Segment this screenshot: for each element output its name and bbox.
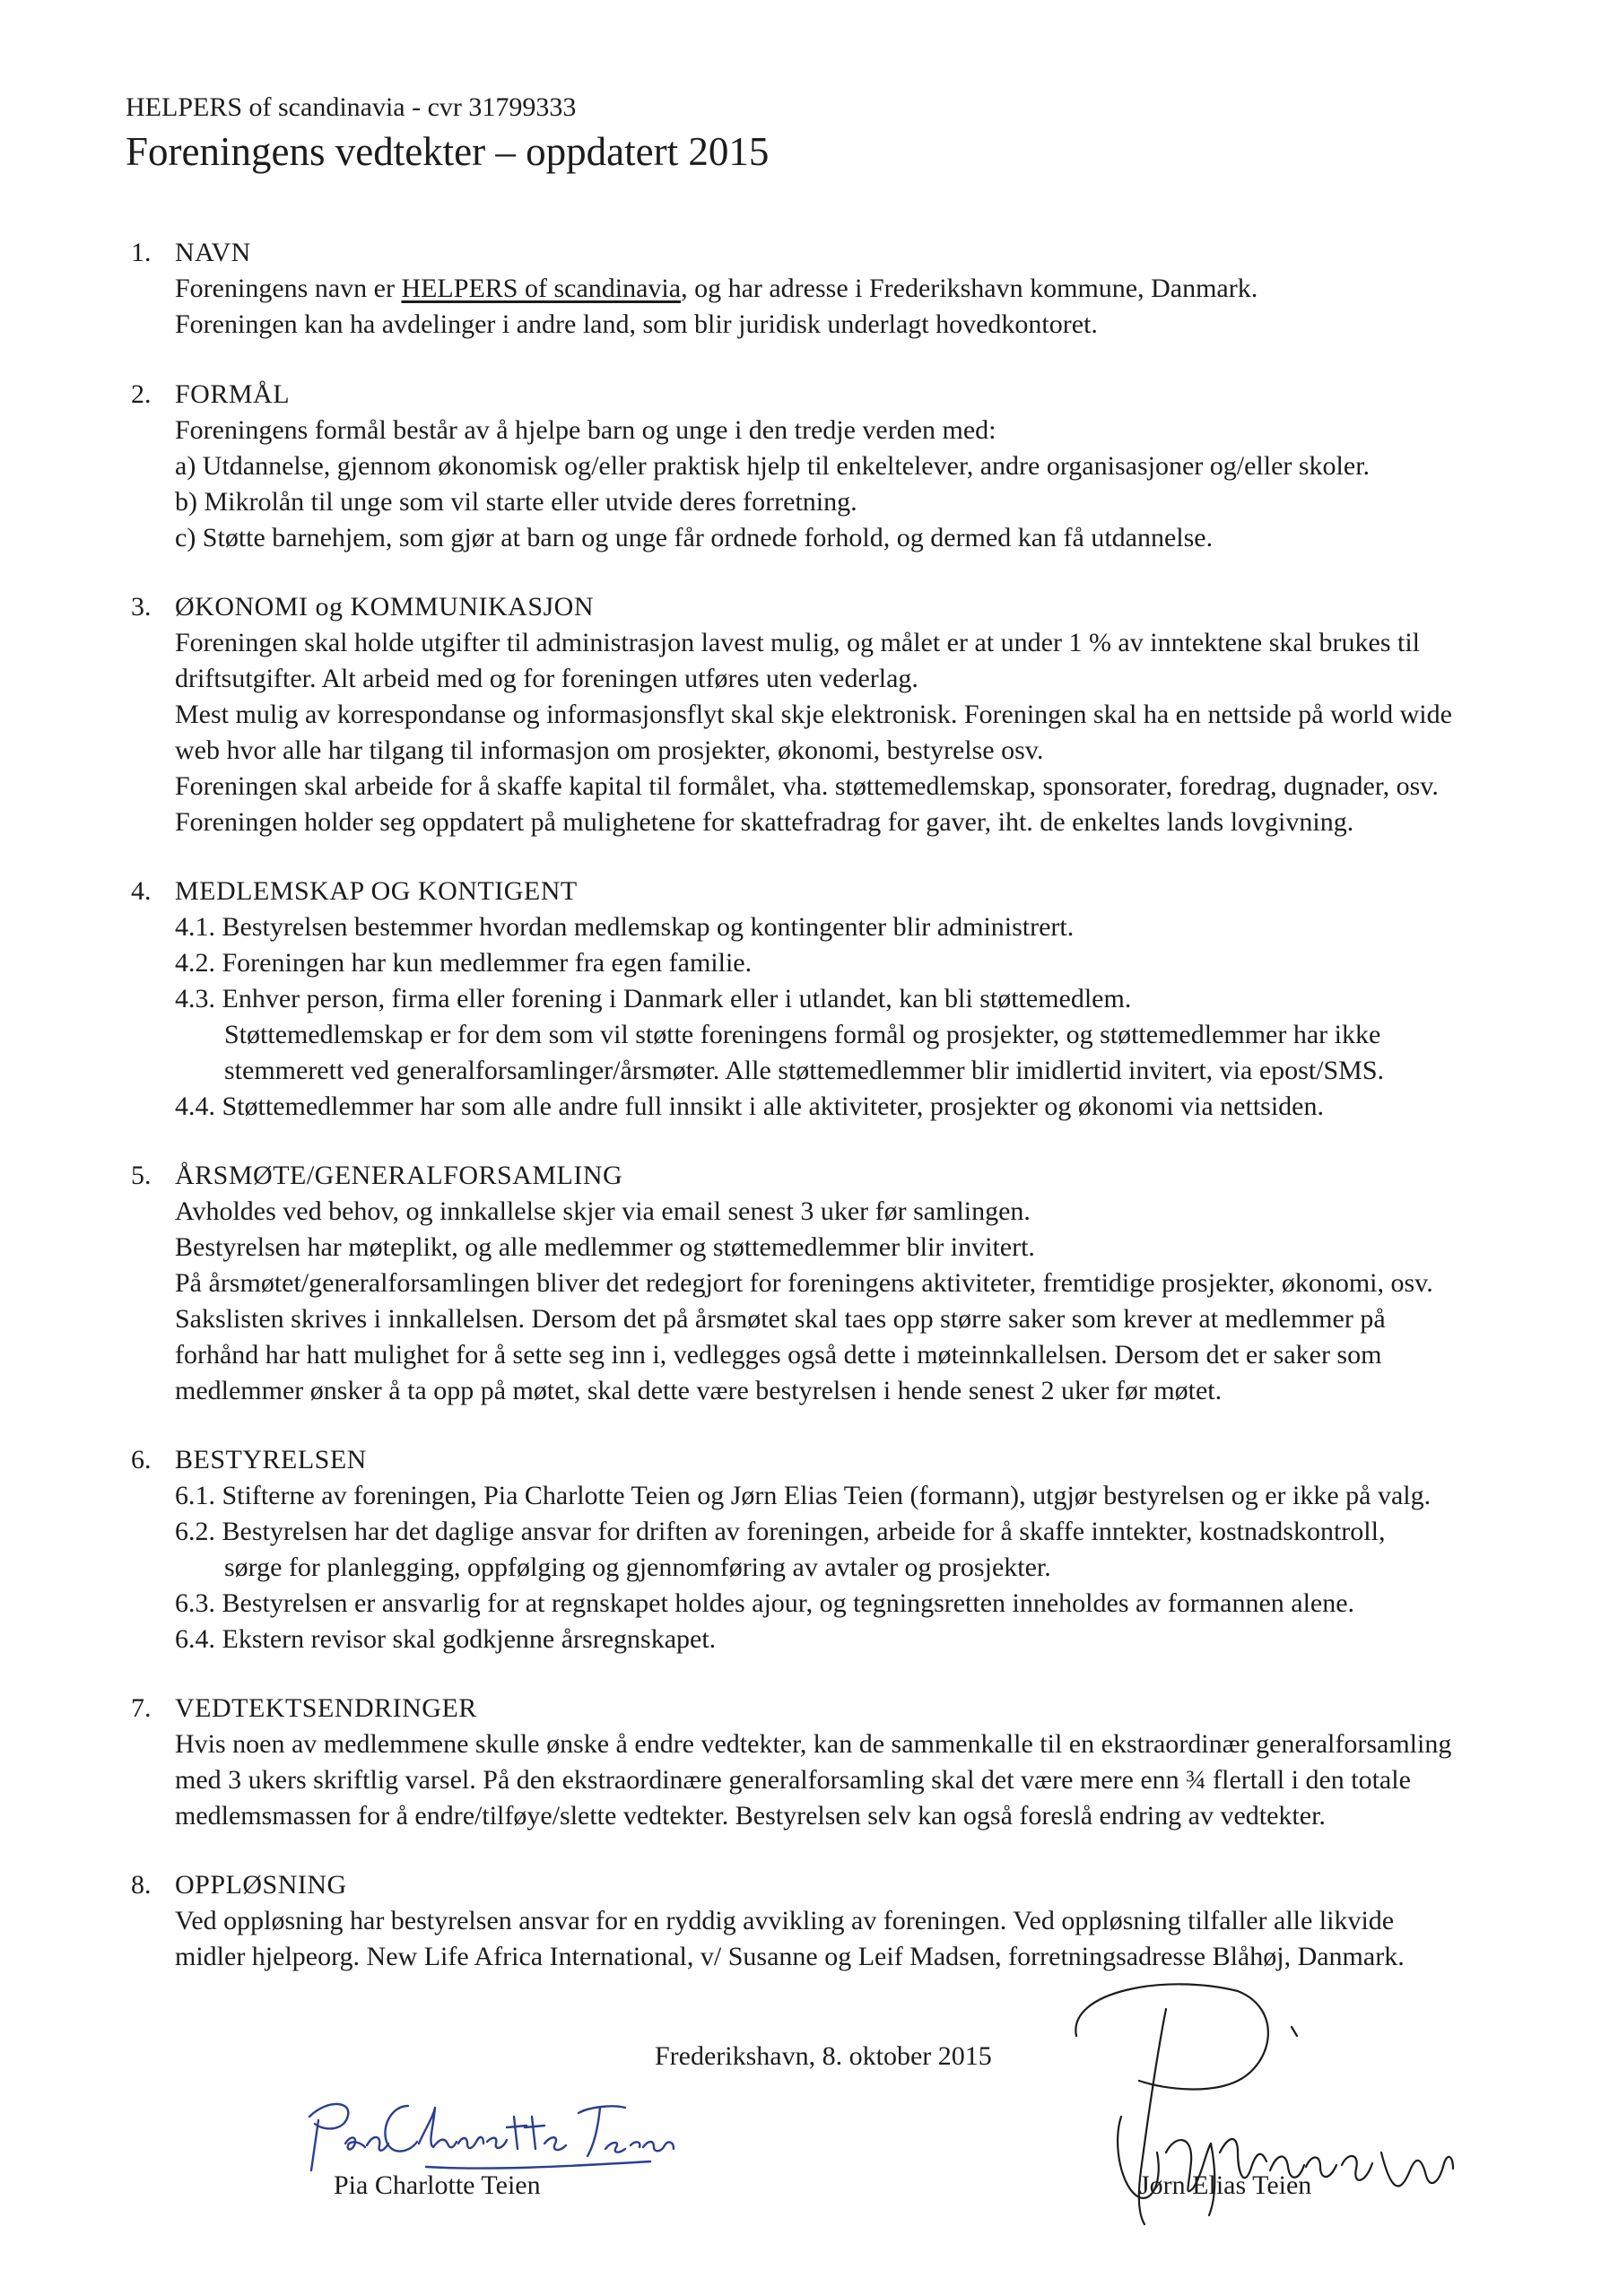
subsection-continuation: Støttemedlemskap er for dem som vil støtte foreningens formål og prosjekter, og støttemedlemmer har ikke bbox=[224, 1020, 1381, 1049]
subsection-continuation: sørge for planlegging, oppfølging og gjennomføring av avtaler og prosjekter. bbox=[224, 1552, 1051, 1582]
subsection-item: 4.3. Enhver person, firma eller forening i Danmark eller i utlandet, kan bli støttemedlem. bbox=[175, 984, 1132, 1013]
paragraph-line: Foreningen holder seg oppdatert på mulighetene for skattefradrag for gaver, iht. de enkeltes lands lovgivning. bbox=[175, 807, 1354, 837]
subsection-item: 4.4. Støttemedlemmer har som alle andre full innsikt i alle aktiviteter, prosjekter og økonomi via nettsiden. bbox=[175, 1091, 1324, 1121]
paragraph-line: Foreningen kan ha avdelinger i andre land, som blir juridisk underlagt hovedkontoret. bbox=[175, 309, 1098, 339]
section-number: 5. bbox=[131, 1161, 152, 1190]
paragraph-line: Ved oppløsning har bestyrelsen ansvar for en ryddig avvikling av foreningen. Ved oppløsning tilfaller alle likvide bbox=[175, 1906, 1395, 1935]
subsection-item: 6.1. Stifterne av foreningen, Pia Charlotte Teien og Jørn Elias Teien (formann), utgjør bestyrelsen og er ikke på valg. bbox=[175, 1481, 1432, 1510]
section-title: ØKONOMI og KOMMUNIKASJON bbox=[175, 592, 595, 622]
section-title: ÅRSMØTE/GENERALFORSAMLING bbox=[175, 1161, 623, 1190]
paragraph-line: medlemmer ønsker å ta opp på møtet, skal dette være bestyrelsen i hende senest 2 uker før møtet. bbox=[175, 1376, 1223, 1405]
paragraph-line: driftsutgifter. Alt arbeid med og for foreningen utføres uten vederlag. bbox=[175, 664, 918, 693]
paragraph-line bbox=[175, 274, 1258, 304]
section-title: OPPLØSNING bbox=[175, 1870, 347, 1900]
signer-name: Jørn Elias Teien bbox=[1139, 2170, 1312, 2200]
text-run: Foreningens navn er bbox=[175, 274, 402, 303]
list-item: c) Støtte barnehjem, som gjør at barn og unge får ordnede forhold, og dermed kan få utdannelse. bbox=[175, 523, 1214, 552]
section-number: 3. bbox=[131, 592, 152, 622]
section-title: BESTYRELSEN bbox=[175, 1445, 367, 1474]
section-title: NAVN bbox=[175, 238, 251, 267]
signer-name: Pia Charlotte Teien bbox=[334, 2170, 541, 2200]
paragraph-line: med 3 ukers skriftlig varsel. På den ekstraordinære generalforsamling skal det være mere enn ¾ flertall i den totale bbox=[175, 1765, 1411, 1795]
paragraph-line: medlemsmassen for å endre/tilføye/slette vedtekter. Bestyrelsen selv kan også foreslå endring av vedtekter. bbox=[175, 1801, 1326, 1831]
subsection-item: 6.3. Bestyrelsen er ansvarlig for at regnskapet holdes ajour, og tegningsretten inneholdes av formannen alene. bbox=[175, 1588, 1355, 1618]
paragraph-line: Foreningens formål består av å hjelpe barn og unge i den tredje verden med: bbox=[175, 415, 996, 445]
text-run: , og har adresse i Frederikshavn kommune, Danmark. bbox=[681, 274, 1258, 303]
paragraph-line: På årsmøtet/generalforsamlingen bliver det redegjort for foreningens aktiviteter, fremtidige prosjekter, økonomi, osv. bbox=[175, 1268, 1433, 1298]
section-title: VEDTEKTSENDRINGER bbox=[175, 1693, 477, 1723]
section-number: 2. bbox=[131, 379, 152, 409]
place-date: Frederikshavn, 8. oktober 2015 bbox=[655, 2041, 992, 2071]
section-number: 6. bbox=[131, 1445, 152, 1474]
paragraph-line: midler hjelpeorg. New Life Africa International, v/ Susanne og Leif Madsen, forretningsadresse Blåhøj, Danmark. bbox=[175, 1942, 1405, 1971]
subsection-continuation: stemmerett ved generalforsamlinger/årsmøter. Alle støttemedlemmer blir imidlertid invitert, via epost/SMS. bbox=[224, 1056, 1385, 1085]
paragraph-line: Foreningen skal holde utgifter til administrasjon lavest mulig, og målet er at under 1 % av inntektene skal brukes til bbox=[175, 628, 1421, 657]
paragraph-line: web hvor alle har tilgang til informasjon om prosjekter, økonomi, bestyrelse osv. bbox=[175, 735, 1044, 765]
list-item: b) Mikrolån til unge som vil starte eller utvide deres forretning. bbox=[175, 487, 857, 517]
signature-pia-charlotte-teien bbox=[292, 2081, 704, 2179]
subsection-item: 4.2. Foreningen har kun medlemmer fra egen familie. bbox=[175, 948, 753, 978]
paragraph-line: Avholdes ved behov, og innkallelse skjer via email senest 3 uker før samlingen. bbox=[175, 1196, 1031, 1226]
paragraph-line: Bestyrelsen har møteplikt, og alle medlemmer og støttemedlemmer blir invitert. bbox=[175, 1232, 1035, 1262]
section-title: FORMÅL bbox=[175, 379, 291, 409]
document-title: Foreningens vedtekter – oppdatert 2015 bbox=[126, 129, 770, 174]
section-number: 4. bbox=[131, 876, 152, 906]
paragraph-line: Sakslisten skrives i innkallelsen. Dersom det på årsmøtet skal taes opp større saker som krever at medlemmer på bbox=[175, 1304, 1386, 1334]
paragraph-line: forhånd har hatt mulighet for å sette seg inn i, vedlegges også dette i møteinnkallelsen. Dersom det er saker som bbox=[175, 1340, 1382, 1370]
organization-name-underlined: HELPERS of scandinavia bbox=[401, 274, 682, 303]
section-number: 1. bbox=[131, 238, 152, 267]
paragraph-line: Foreningen skal arbeide for å skaffe kapital til formålet, vha. støttemedlemskap, sponsorater, foredrag, dugnader, osv. bbox=[175, 771, 1439, 801]
section-number: 7. bbox=[131, 1693, 152, 1723]
list-item: a) Utdannelse, gjennom økonomisk og/eller praktisk hjelp til enkeltelever, andre organisasjoner og/eller skoler. bbox=[175, 451, 1371, 481]
section-number: 8. bbox=[131, 1870, 152, 1900]
organization-line: HELPERS of scandinavia - cvr 31799333 bbox=[126, 92, 577, 122]
paragraph-line: Hvis noen av medlemmene skulle ønske å endre vedtekter, kan de sammenkalle til en ekstraordinær generalforsamling bbox=[175, 1729, 1452, 1759]
subsection-item: 6.2. Bestyrelsen har det daglige ansvar for driften av foreningen, arbeide for å skaffe inntekter, kostnadskontroll, bbox=[175, 1517, 1386, 1546]
paragraph-line: Mest mulig av korrespondanse og informasjonsflyt skal skje elektronisk. Foreningen skal ha en nettside på world wide bbox=[175, 700, 1452, 729]
section-title: MEDLEMSKAP OG KONTIGENT bbox=[175, 876, 578, 906]
subsection-item: 4.1. Bestyrelsen bestemmer hvordan medlemskap og kontingenter blir administrert. bbox=[175, 912, 1075, 942]
subsection-item: 6.4. Ekstern revisor skal godkjenne årsregnskapet. bbox=[175, 1624, 717, 1654]
